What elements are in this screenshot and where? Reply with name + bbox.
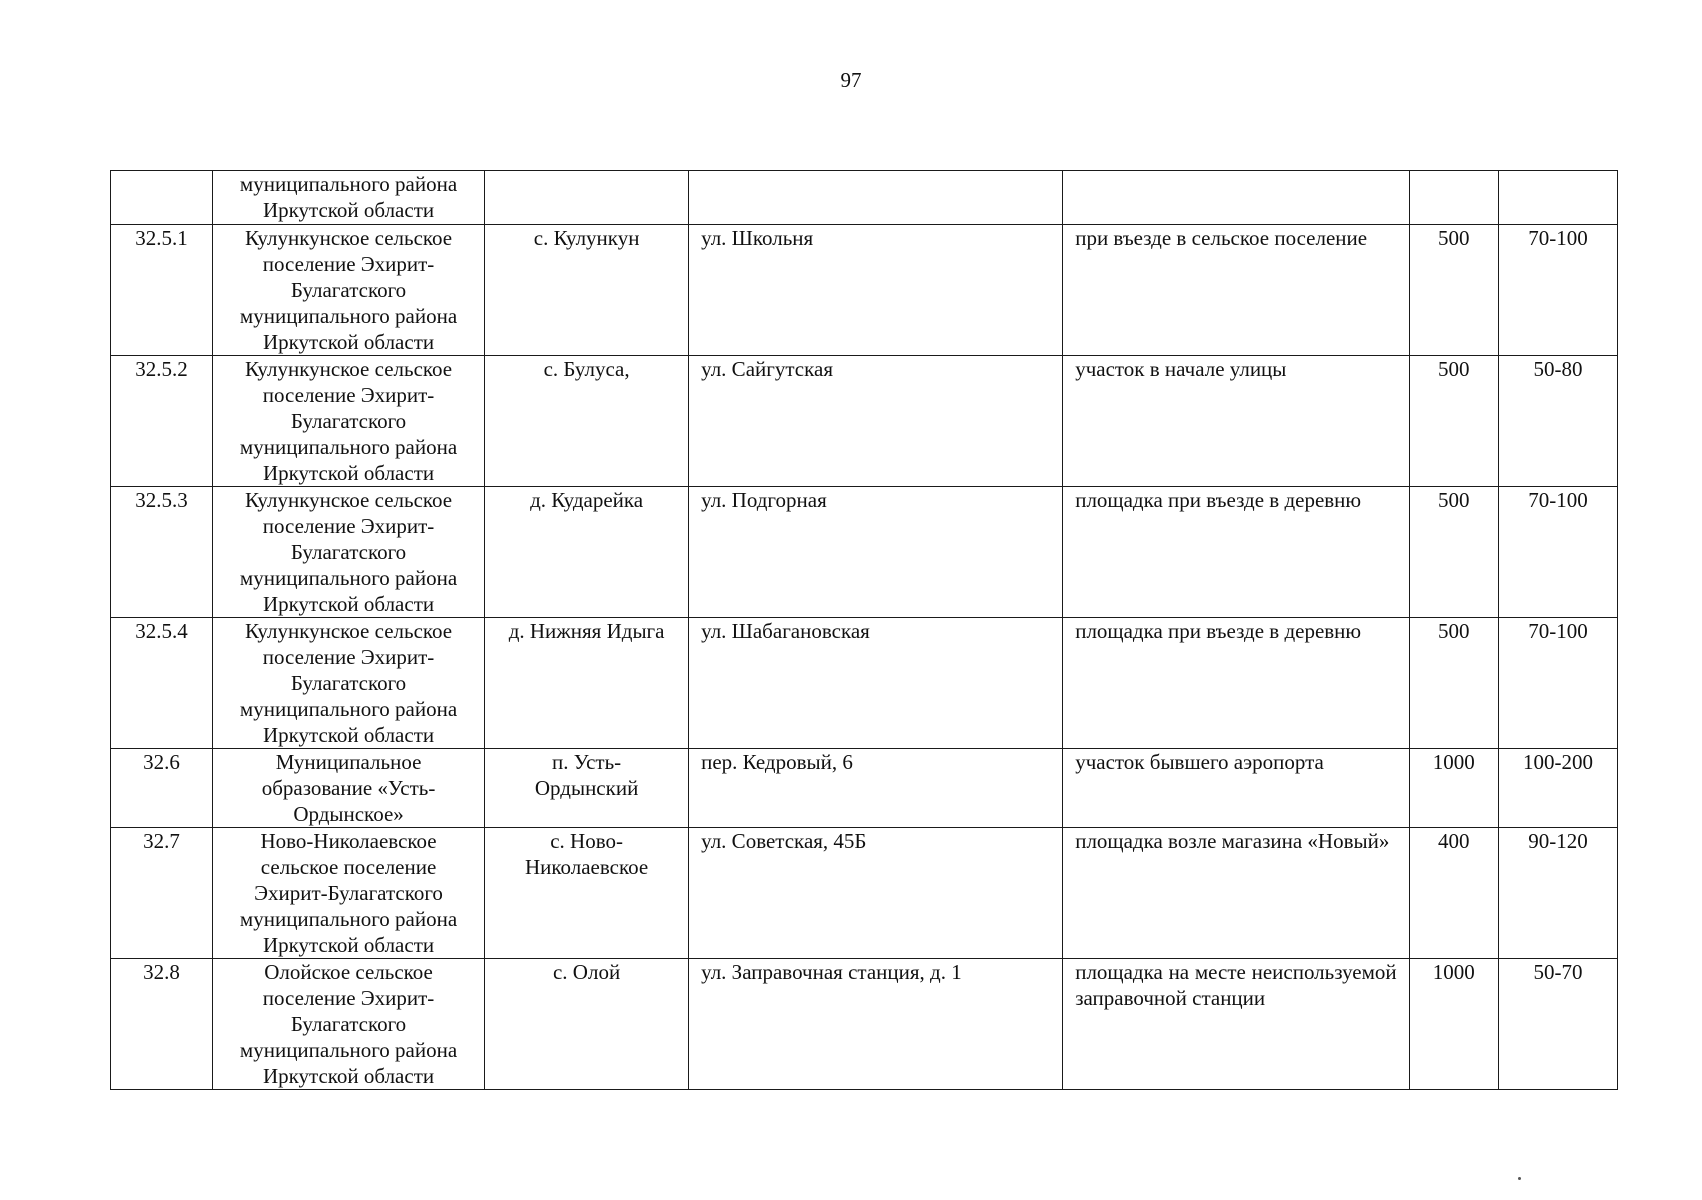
description-cell: участок бывшего аэропорта — [1063, 749, 1409, 828]
table-row — [111, 828, 1618, 959]
municipality-cell: Кулункунское сельское поселение Эхирит- Булагатского муниципального района Иркутской области — [213, 618, 485, 749]
scan-speck — [1518, 1177, 1521, 1180]
area-cell: 1000 — [1409, 749, 1498, 828]
page-number: 97 — [840, 68, 862, 92]
row-number-cell: 32.5.2 — [111, 356, 213, 487]
description-cell: при въезде в сельское поселение — [1063, 225, 1409, 356]
distance-cell: 70-100 — [1498, 618, 1617, 749]
street-cell — [689, 171, 1063, 225]
row-number-cell: 32.5.1 — [111, 225, 213, 356]
row-number-cell: 32.7 — [111, 828, 213, 959]
description-cell — [1063, 171, 1409, 225]
distance-cell: 70-100 — [1498, 225, 1617, 356]
locality-cell: с. Кулункун — [485, 225, 689, 356]
locality-cell: п. Усть- Ордынский — [485, 749, 689, 828]
area-cell — [1409, 171, 1498, 225]
street-cell: ул. Советская, 45Б — [689, 828, 1063, 959]
municipality-cell: Олойское сельское поселение Эхирит- Булагатского муниципального района Иркутской области — [213, 959, 485, 1090]
table-row — [111, 356, 1618, 487]
distance-cell: 100-200 — [1498, 749, 1617, 828]
locality-cell — [485, 171, 689, 225]
row-number-cell — [111, 171, 213, 225]
description-cell: участок в начале улицы — [1063, 356, 1409, 487]
street-cell: ул. Подгорная — [689, 487, 1063, 618]
description-cell: площадка возле магазина «Новый» — [1063, 828, 1409, 959]
distance-cell: 90-120 — [1498, 828, 1617, 959]
description-cell: площадка при въезде в деревню — [1063, 487, 1409, 618]
street-cell: ул. Школьня — [689, 225, 1063, 356]
area-cell: 500 — [1409, 225, 1498, 356]
distance-cell: 50-70 — [1498, 959, 1617, 1090]
locality-cell: д. Кударейка — [485, 487, 689, 618]
locality-cell: с. Ново- Николаевское — [485, 828, 689, 959]
table-row — [111, 749, 1618, 828]
table-row — [111, 171, 1618, 225]
locality-cell: с. Олой — [485, 959, 689, 1090]
table-row — [111, 487, 1618, 618]
row-number-cell: 32.5.3 — [111, 487, 213, 618]
street-cell: ул. Сайгутская — [689, 356, 1063, 487]
area-cell: 400 — [1409, 828, 1498, 959]
street-cell: пер. Кедровый, 6 — [689, 749, 1063, 828]
area-cell: 500 — [1409, 618, 1498, 749]
distance-cell — [1498, 171, 1617, 225]
municipality-cell: Ново-Николаевское сельское поселение Эхирит-Булагатского муниципального района Иркутской области — [213, 828, 485, 959]
municipality-cell: муниципального района Иркутской области — [213, 171, 485, 225]
municipality-cell: Муниципальное образование «Усть- Ордынское» — [213, 749, 485, 828]
area-cell: 500 — [1409, 356, 1498, 487]
table-row — [111, 959, 1618, 1090]
description-cell: площадка на месте неиспользуемой заправочной станции — [1063, 959, 1409, 1090]
table-row — [111, 618, 1618, 749]
street-cell: ул. Шабагановская — [689, 618, 1063, 749]
distance-cell: 70-100 — [1498, 487, 1617, 618]
sites-table — [110, 170, 1618, 1090]
description-cell: площадка при въезде в деревню — [1063, 618, 1409, 749]
row-number-cell: 32.8 — [111, 959, 213, 1090]
locality-cell: д. Нижняя Идыга — [485, 618, 689, 749]
municipality-cell: Кулункунское сельское поселение Эхирит- Булагатского муниципального района Иркутской области — [213, 356, 485, 487]
row-number-cell: 32.6 — [111, 749, 213, 828]
area-cell: 1000 — [1409, 959, 1498, 1090]
distance-cell: 50-80 — [1498, 356, 1617, 487]
municipality-cell: Кулункунское сельское поселение Эхирит- Булагатского муниципального района Иркутской области — [213, 225, 485, 356]
area-cell: 500 — [1409, 487, 1498, 618]
municipality-cell: Кулункунское сельское поселение Эхирит- Булагатского муниципального района Иркутской области — [213, 487, 485, 618]
street-cell: ул. Заправочная станция, д. 1 — [689, 959, 1063, 1090]
locality-cell: с. Булуса, — [485, 356, 689, 487]
table-row — [111, 225, 1618, 356]
row-number-cell: 32.5.4 — [111, 618, 213, 749]
